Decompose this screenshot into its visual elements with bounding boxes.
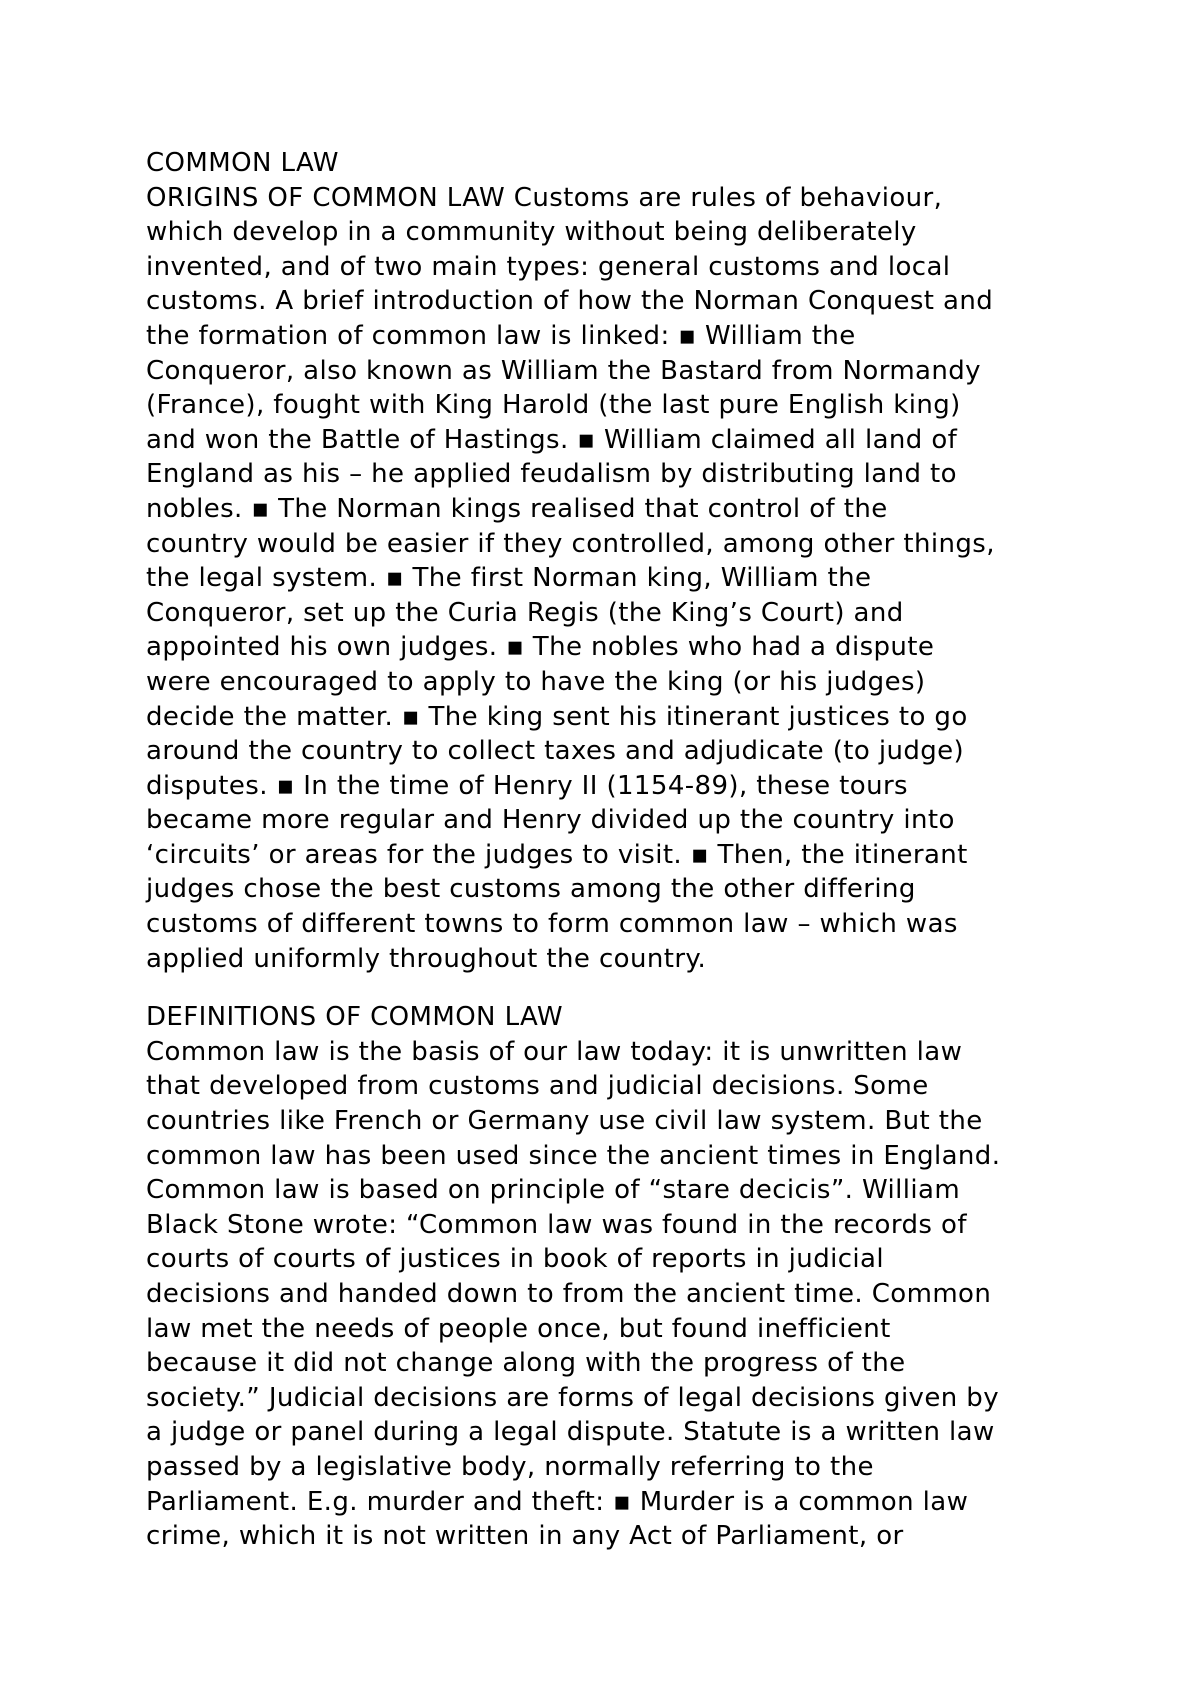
- text-line: England as his – he applied feudalism by distributing land to: [146, 459, 957, 490]
- text-line: Conqueror, also known as William the Bastard from Normandy: [146, 355, 981, 386]
- text-line: disputes. ▪ In the time of Henry II (1154-89), these tours: [146, 770, 908, 801]
- text-line: courts of courts of justices in book of reports in judicial: [146, 1244, 884, 1275]
- text-line: country would be easier if they controlled, among other things,: [146, 528, 995, 559]
- text-line: became more regular and Henry divided up the country into: [146, 805, 955, 836]
- text-line: the legal system. ▪ The first Norman king, William the: [146, 563, 872, 594]
- text-line: society.” Judicial decisions are forms of legal decisions given by: [146, 1382, 999, 1413]
- text-line: crime, which it is not written in any Act of Parliament, or: [146, 1521, 904, 1552]
- text-line: because it did not change along with the progress of the: [146, 1348, 906, 1379]
- paragraph-gap: [146, 976, 1086, 1000]
- text-line: appointed his own judges. ▪ The nobles who had a dispute: [146, 632, 935, 663]
- text-line: nobles. ▪ The Norman kings realised that control of the: [146, 493, 888, 524]
- text-line: Parliament. E.g. murder and theft: ▪ Murder is a common law: [146, 1486, 969, 1517]
- text-line: customs of different towns to form common law – which was: [146, 909, 958, 940]
- text-line: decisions and handed down to from the ancient time. Common: [146, 1279, 992, 1309]
- text-line: the formation of common law is linked: ▪ William the: [146, 320, 856, 351]
- section-definitions: [146, 1000, 1086, 1554]
- text-line: customs. A brief introduction of how the Norman Conquest and: [146, 286, 994, 317]
- section-origins: [146, 146, 1086, 976]
- document-page: [146, 146, 1086, 1554]
- text-line: judges chose the best customs among the other differing: [146, 874, 916, 905]
- text-line: Common law is the basis of our law today: it is unwritten law: [146, 1036, 963, 1067]
- text-line: Common law is based on principle of “stare decicis”. William: [146, 1175, 961, 1206]
- text-line: were encouraged to apply to have the king (or his judges): [146, 666, 926, 697]
- text-line: Black Stone wrote: “Common law was found in the records of: [146, 1209, 967, 1240]
- text-line: decide the matter. ▪ The king sent his itinerant justices to go: [146, 701, 968, 732]
- text-line: countries like French or Germany use civil law system. But the: [146, 1106, 983, 1137]
- text-line: passed by a legislative body, normally referring to the: [146, 1451, 874, 1482]
- text-line: common law has been used since the ancient times in England.: [146, 1140, 1001, 1171]
- text-line: and won the Battle of Hastings. ▪ William claimed all land of: [146, 424, 958, 455]
- text-line: invented, and of two main types: general customs and local: [146, 251, 951, 282]
- section-title: COMMON LAW: [146, 148, 339, 178]
- text-line: ORIGINS OF COMMON LAW Customs are rules of behaviour,: [146, 182, 943, 213]
- text-line: (France), fought with King Harold (the last pure English king): [146, 390, 961, 421]
- text-line: law met the needs of people once, but found inefficient: [146, 1313, 891, 1344]
- section-title: DEFINITIONS OF COMMON LAW: [146, 1002, 563, 1033]
- text-line: which develop in a community without being deliberately: [146, 217, 917, 248]
- text-line: a judge or panel during a legal dispute. Statute is a written law: [146, 1417, 995, 1448]
- text-line: around the country to collect taxes and adjudicate (to judge): [146, 736, 965, 767]
- text-line: applied uniformly throughout the country.: [146, 943, 707, 974]
- text-line: that developed from customs and judicial decisions. Some: [146, 1071, 929, 1102]
- text-line: Conqueror, set up the Curia Regis (the King’s Court) and: [146, 597, 904, 628]
- text-line: ‘circuits’ or areas for the judges to visit. ▪ Then, the itinerant: [146, 839, 968, 870]
